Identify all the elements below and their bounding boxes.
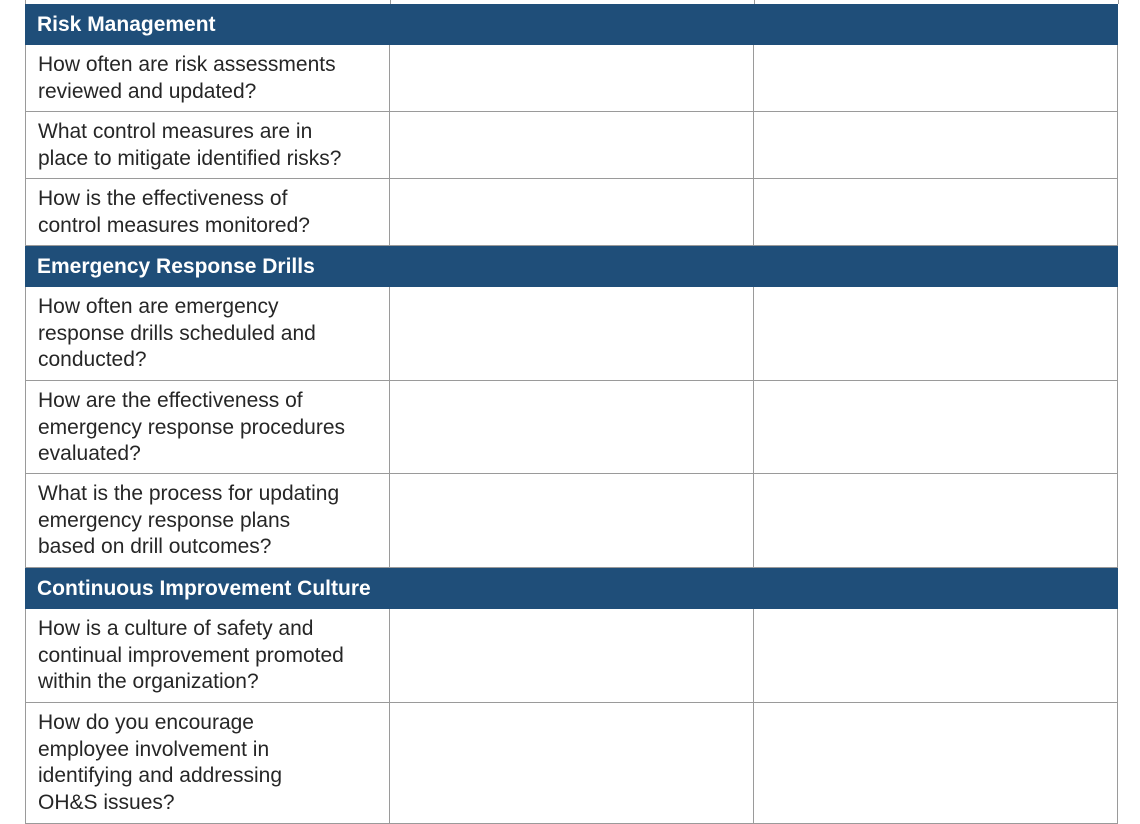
table-row [25,179,1118,246]
table-row [25,381,1118,474]
answer-cell[interactable] [389,112,753,178]
table-row [25,112,1118,179]
question-cell: How often are risk assessments reviewed and updated? [25,45,389,111]
notes-cell[interactable] [753,112,1118,178]
answer-cell[interactable] [389,703,753,823]
notes-cell[interactable] [753,287,1118,380]
answer-cell[interactable] [389,609,753,702]
section-header-risk-management: Risk Management [25,4,1118,45]
section-header-continuous-improvement-culture: Continuous Improvement Culture [25,568,1118,609]
answer-cell[interactable] [389,474,753,567]
question-cell: What control measures are in place to mitigate identified risks? [25,112,389,178]
table-row [25,703,1118,824]
table-row [25,287,1118,381]
question-cell: What is the process for updating emergency response plans based on drill outcomes? [25,474,389,567]
notes-cell[interactable] [753,45,1118,111]
notes-cell[interactable] [753,703,1118,823]
table-row [25,609,1118,703]
table-row [25,474,1118,568]
notes-cell[interactable] [753,474,1118,567]
notes-cell[interactable] [753,609,1118,702]
answer-cell[interactable] [389,179,753,245]
answer-cell[interactable] [389,381,753,473]
section-header-emergency-response-drills: Emergency Response Drills [25,246,1118,287]
table-top-continuation [25,0,1118,4]
question-cell: How is a culture of safety and continual improvement promoted within the organization? [25,609,389,702]
notes-cell[interactable] [753,381,1118,473]
question-cell: How are the effectiveness of emergency response procedures evaluated? [25,381,389,473]
answer-cell[interactable] [389,45,753,111]
question-cell: How do you encourage employee involvement in identifying and addressing OH&S issues? [25,703,389,823]
answer-cell[interactable] [389,287,753,380]
checklist-table [25,0,1118,824]
question-cell: How often are emergency response drills scheduled and conducted? [25,287,389,380]
table-row [25,45,1118,112]
notes-cell[interactable] [753,179,1118,245]
question-cell: How is the effectiveness of control measures monitored? [25,179,389,245]
